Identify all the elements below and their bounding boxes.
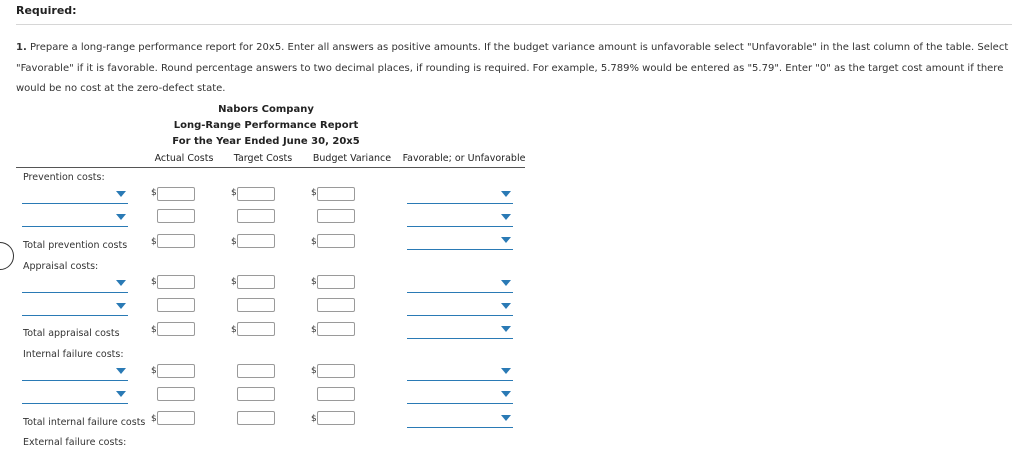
currency-symbol: $ <box>151 188 157 198</box>
prevention-item-2-actual-input[interactable] <box>157 209 195 223</box>
internal-item-1-select[interactable] <box>22 363 128 381</box>
total-appraisal-target-input[interactable] <box>237 322 275 336</box>
divider <box>16 24 1012 25</box>
currency-symbol: $ <box>231 277 237 287</box>
column-header-favorable: Favorable; or Unfavorable <box>402 153 526 164</box>
instruction-text: Prepare a long-range performance report for 20x5. Enter all answers as positive amounts. If the budget variance amount is unfavorable select "Unfavorable" in the last column of the table. Select "Favorable" if it is favorable. Round percentage answers to two decimal places, if rounding is required. For example, 5.789% would be entered as "5.79". Enter "0" as the target cost amount if there would be no cost at the zero-defect state. <box>16 42 1009 94</box>
currency-symbol: $ <box>311 188 317 198</box>
chevron-down-icon <box>501 280 511 286</box>
appraisal-item-2-select[interactable] <box>22 298 128 316</box>
prevention-item-2-favorable-select[interactable] <box>407 209 513 227</box>
total-internal-failure-costs-label: Total internal failure costs <box>23 417 146 428</box>
prevention-item-1-select[interactable] <box>22 186 128 204</box>
column-header-target: Target Costs <box>233 153 293 164</box>
currency-symbol: $ <box>151 277 157 287</box>
chevron-down-icon <box>501 237 511 243</box>
chevron-down-icon <box>116 368 126 374</box>
appraisal-item-2-target-input[interactable] <box>237 298 275 312</box>
appraisal-item-1-actual-input[interactable] <box>157 275 195 289</box>
chevron-down-icon <box>116 280 126 286</box>
total-prevention-target-input[interactable] <box>237 234 275 248</box>
total-internal-favorable-select[interactable] <box>407 410 513 428</box>
internal-item-1-favorable-select[interactable] <box>407 363 513 381</box>
currency-symbol: $ <box>231 325 237 335</box>
required-heading: Required: <box>16 4 77 17</box>
currency-symbol: $ <box>311 366 317 376</box>
appraisal-costs-label: Appraisal costs: <box>23 261 99 272</box>
prevention-item-2-target-input[interactable] <box>237 209 275 223</box>
total-prevention-costs-label: Total prevention costs <box>23 240 128 251</box>
prevention-item-2-variance-input[interactable] <box>317 209 355 223</box>
currency-symbol: $ <box>151 237 157 247</box>
internal-failure-costs-label: Internal failure costs: <box>23 349 124 360</box>
chevron-down-icon <box>501 415 511 421</box>
currency-symbol: $ <box>311 325 317 335</box>
edge-circle-icon <box>0 242 14 270</box>
total-appraisal-variance-input[interactable] <box>317 322 355 336</box>
prevention-item-2-select[interactable] <box>22 209 128 227</box>
report-title: Long-Range Performance Report <box>173 120 359 131</box>
internal-item-2-select[interactable] <box>22 386 128 404</box>
currency-symbol: $ <box>151 414 157 424</box>
internal-item-2-actual-input[interactable] <box>157 387 195 401</box>
prevention-item-1-variance-input[interactable] <box>317 187 355 201</box>
currency-symbol: $ <box>311 237 317 247</box>
appraisal-item-2-favorable-select[interactable] <box>407 298 513 316</box>
chevron-down-icon <box>501 368 511 374</box>
total-appraisal-costs-label: Total appraisal costs <box>23 328 120 339</box>
appraisal-item-2-variance-input[interactable] <box>317 298 355 312</box>
total-appraisal-favorable-select[interactable] <box>407 321 513 339</box>
currency-symbol: $ <box>311 414 317 424</box>
header-rule <box>16 167 525 168</box>
internal-item-2-variance-input[interactable] <box>317 387 355 401</box>
total-internal-target-input[interactable] <box>237 411 275 425</box>
prevention-item-1-actual-input[interactable] <box>157 187 195 201</box>
appraisal-item-1-select[interactable] <box>22 275 128 293</box>
instruction-number: 1. <box>16 42 27 53</box>
chevron-down-icon <box>116 214 126 220</box>
appraisal-item-1-variance-input[interactable] <box>317 275 355 289</box>
internal-item-1-variance-input[interactable] <box>317 364 355 378</box>
appraisal-item-2-actual-input[interactable] <box>157 298 195 312</box>
total-prevention-favorable-select[interactable] <box>407 232 513 250</box>
internal-item-1-actual-input[interactable] <box>157 364 195 378</box>
chevron-down-icon <box>501 191 511 197</box>
internal-item-2-target-input[interactable] <box>237 387 275 401</box>
appraisal-item-1-target-input[interactable] <box>237 275 275 289</box>
currency-symbol: $ <box>151 325 157 335</box>
prevention-costs-label: Prevention costs: <box>23 172 105 183</box>
column-header-actual: Actual Costs <box>154 153 214 164</box>
report-period: For the Year Ended June 30, 20x5 <box>172 136 360 147</box>
chevron-down-icon <box>501 303 511 309</box>
total-appraisal-actual-input[interactable] <box>157 322 195 336</box>
prevention-item-1-target-input[interactable] <box>237 187 275 201</box>
currency-symbol: $ <box>311 277 317 287</box>
column-header-variance: Budget Variance <box>312 153 392 164</box>
chevron-down-icon <box>116 391 126 397</box>
total-internal-actual-input[interactable] <box>157 411 195 425</box>
company-name: Nabors Company <box>218 104 314 115</box>
appraisal-item-1-favorable-select[interactable] <box>407 275 513 293</box>
chevron-down-icon <box>116 303 126 309</box>
total-internal-variance-input[interactable] <box>317 411 355 425</box>
internal-item-1-target-input[interactable] <box>237 364 275 378</box>
prevention-item-1-favorable-select[interactable] <box>407 186 513 204</box>
instructions <box>16 38 1016 100</box>
currency-symbol: $ <box>231 188 237 198</box>
chevron-down-icon <box>501 214 511 220</box>
currency-symbol: $ <box>231 237 237 247</box>
chevron-down-icon <box>501 326 511 332</box>
external-failure-costs-label: External failure costs: <box>23 437 127 448</box>
chevron-down-icon <box>116 191 126 197</box>
currency-symbol: $ <box>151 366 157 376</box>
internal-item-2-favorable-select[interactable] <box>407 386 513 404</box>
total-prevention-actual-input[interactable] <box>157 234 195 248</box>
total-prevention-variance-input[interactable] <box>317 234 355 248</box>
chevron-down-icon <box>501 391 511 397</box>
